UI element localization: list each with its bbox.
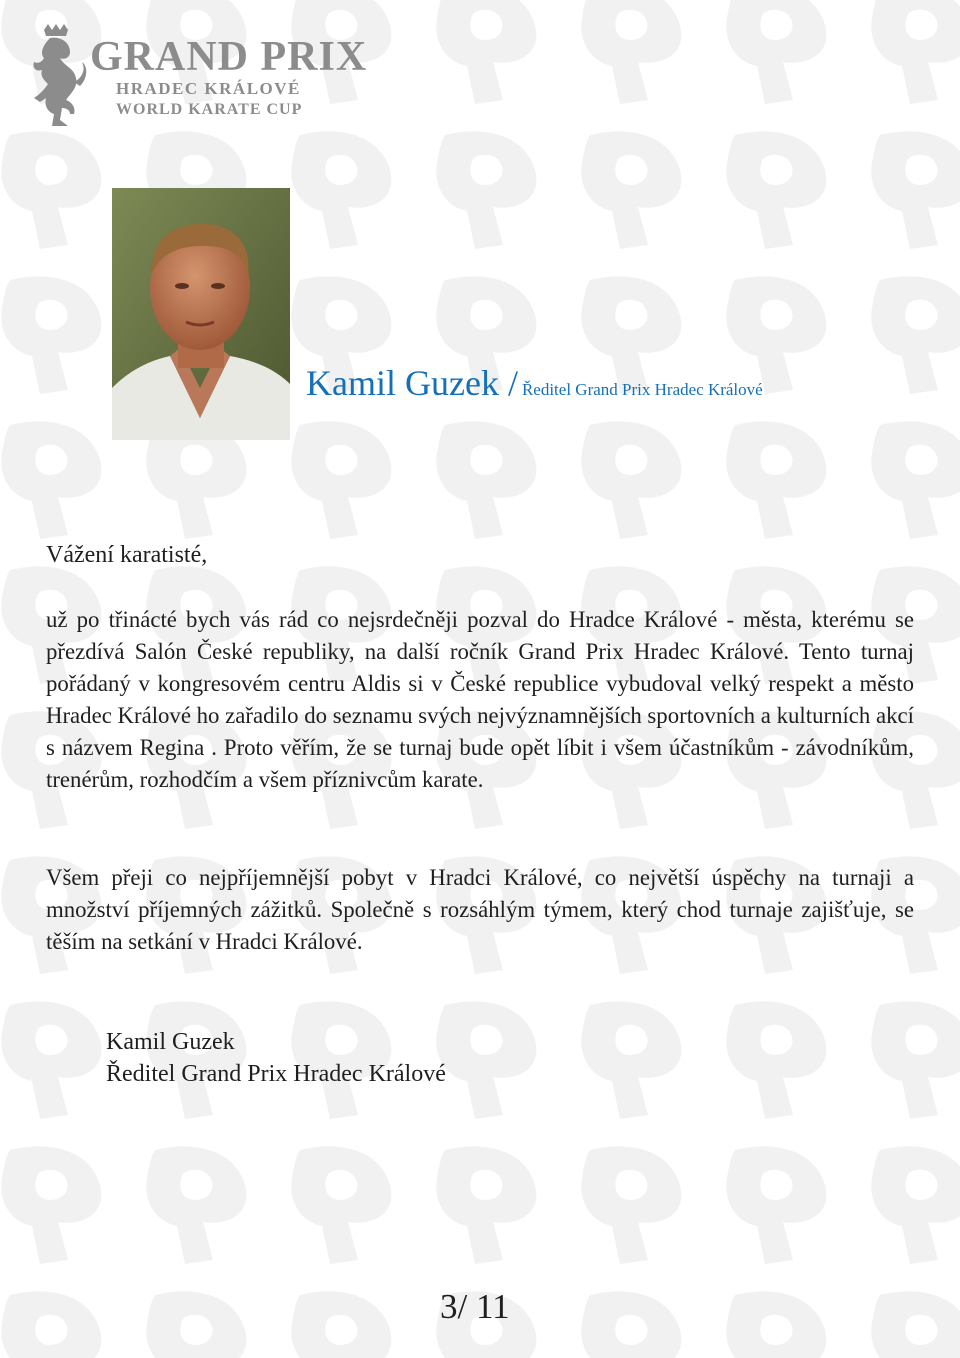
rampant-lion-icon xyxy=(30,22,90,134)
watermark-tile xyxy=(270,405,420,555)
watermark-tile xyxy=(850,985,960,1135)
letter-paragraph-2: Všem přeji co nejpříjemnější pobyt v Hradci Králové, co největší úspěchy na turnaji a množství příjemných zážitků. Společně s rozsáhlým týmem, který chod turnaje zajišťuje, se těším na setkání v Hradci Králové. xyxy=(46,865,914,954)
watermark-tile xyxy=(705,115,855,265)
logo xyxy=(30,22,370,134)
salutation: Vážení karatisté, xyxy=(46,542,208,568)
watermark-tile xyxy=(705,985,855,1135)
watermark-tile xyxy=(125,1275,275,1358)
watermark-tile xyxy=(125,1130,275,1280)
watermark-tile xyxy=(850,260,960,410)
watermark-tile xyxy=(270,1275,420,1358)
watermark-tile xyxy=(0,115,130,265)
watermark-tile xyxy=(560,1275,710,1358)
watermark-tile xyxy=(415,405,565,555)
watermark-tile xyxy=(560,985,710,1135)
watermark-tile xyxy=(415,0,565,120)
watermark-tile xyxy=(415,1130,565,1280)
watermark-tile xyxy=(0,405,130,555)
page-number: 3/ 11 xyxy=(440,1287,510,1326)
watermark-tile xyxy=(0,1130,130,1280)
watermark-tile xyxy=(850,115,960,265)
watermark-tile xyxy=(560,1130,710,1280)
watermark-tile xyxy=(850,1130,960,1280)
watermark-tile xyxy=(415,115,565,265)
speaker-role: Ředitel Grand Prix Hradec Králové xyxy=(521,380,763,399)
signature-title: Ředitel Grand Prix Hradec Králové xyxy=(106,1061,446,1087)
watermark-tile xyxy=(850,1275,960,1358)
speaker-heading xyxy=(306,362,763,404)
watermark-tile xyxy=(705,1130,855,1280)
watermark-tile xyxy=(705,1275,855,1358)
speaker-name: Kamil Guzek / xyxy=(306,363,518,403)
watermark-tile xyxy=(850,0,960,120)
watermark-tile xyxy=(705,405,855,555)
watermark-tile xyxy=(705,0,855,120)
watermark-tile xyxy=(270,1130,420,1280)
watermark-tile xyxy=(0,260,130,410)
signature-name: Kamil Guzek xyxy=(106,1029,235,1055)
watermark-tile xyxy=(560,405,710,555)
logo-subtitle: WORLD KARATE CUP xyxy=(116,101,303,118)
logo-title: GRAND PRIX xyxy=(90,34,368,80)
watermark-tile xyxy=(560,115,710,265)
signature-block xyxy=(106,1026,446,1090)
letter-paragraph-1: už po třinácté bych vás rád co nejsrdečněji pozval do Hradce Králové - města, kterému se přezdívá Salón České republiky, na další ročník Grand Prix Hradec Králové. Tento turnaj pořádaný v kongresovém centru Aldis si v České republice vybudoval velký respekt a město Hradec Králové ho zařadilo do seznamu svých nejvýznamnějších sportovních a kulturních akcí s názvem Regina . Proto věřím, že se turnaj bude opět líbit i všem účastníkům - závodníkům, trenérům, rozhodčím a všem příznivcům karate. xyxy=(46,607,914,792)
watermark-tile xyxy=(270,115,420,265)
watermark-tile xyxy=(560,0,710,120)
watermark-tile xyxy=(850,405,960,555)
logo-city: HRADEC KRÁLOVÉ xyxy=(116,79,301,98)
portrait-photo xyxy=(112,188,290,440)
watermark-tile xyxy=(0,1275,130,1358)
